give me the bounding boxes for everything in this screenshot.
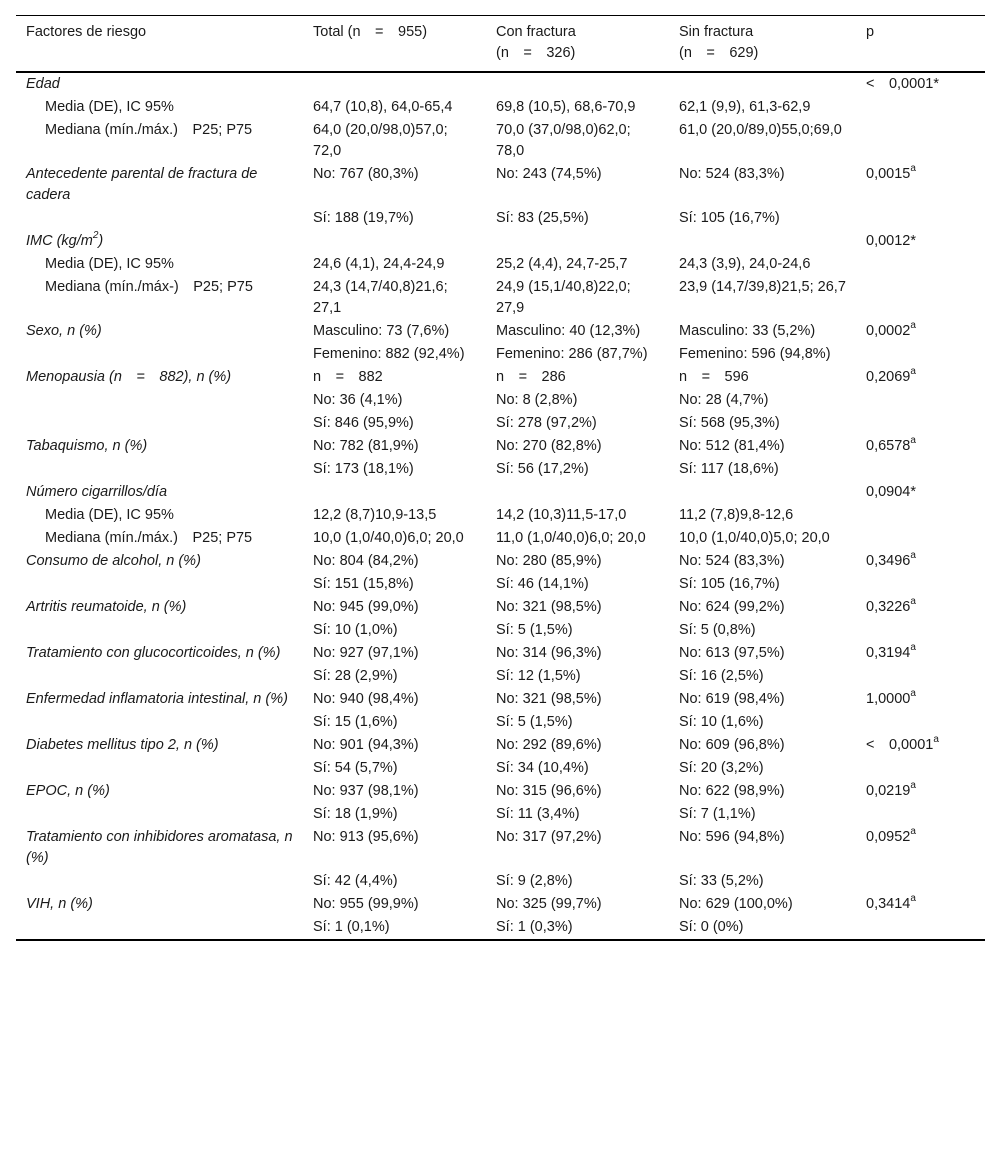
total-cell: No: 901 (94,3%) [313, 737, 419, 753]
risk-factors-table-container [16, 15, 985, 941]
con-cell: Sí: 5 (1,5%) [496, 714, 573, 730]
sin-cell: No: 619 (98,4%) [679, 691, 785, 707]
p-cell [856, 665, 985, 688]
p-cell [856, 527, 985, 550]
factor-cell: Sexo, n (%) [26, 323, 102, 339]
table-row [16, 803, 985, 826]
p-sup: a [910, 780, 916, 792]
con-cell [486, 230, 669, 253]
con-cell: Femenino: 286 (87,7%) [496, 346, 648, 362]
p-sup: a [910, 550, 916, 562]
sin-cell: No: 624 (99,2%) [679, 599, 785, 615]
table-row [16, 504, 985, 527]
con-cell: No: 315 (96,6%) [496, 783, 602, 799]
con-cell: Sí: 12 (1,5%) [496, 668, 581, 684]
con-cell: No: 314 (96,3%) [496, 645, 602, 661]
header-con-fractura [486, 16, 669, 73]
p-cell [856, 435, 985, 458]
total-cell: No: 804 (84,2%) [313, 553, 419, 569]
total-cell: 64,0 (20,0/98,0)57,0; 72,0 [313, 122, 448, 159]
table-row [16, 458, 985, 481]
con-cell: 24,9 (15,1/40,8)22,0; 27,9 [496, 279, 631, 316]
table-row [16, 780, 985, 803]
p-cell [856, 253, 985, 276]
p-cell [856, 276, 985, 320]
sin-cell [669, 72, 856, 96]
total-cell: Sí: 846 (95,9%) [313, 415, 414, 431]
p-cell [856, 893, 985, 916]
p-value: 1,0000 [866, 691, 911, 707]
total-cell: Sí: 28 (2,9%) [313, 668, 398, 684]
table-row [16, 320, 985, 343]
factor-cell: Menopausia (n = 882), n (%) [26, 369, 232, 385]
p-sup: a [910, 163, 916, 175]
total-cell: No: 782 (81,9%) [313, 438, 419, 454]
factor-cell: Tratamiento con inhibidores aromatasa, n (%) [26, 829, 293, 866]
factor-cell [16, 870, 303, 893]
p-cell [856, 389, 985, 412]
factor-cell [16, 276, 303, 320]
p-cell [856, 734, 985, 757]
table-row [16, 711, 985, 734]
p-cell [856, 826, 985, 870]
factor-cell [16, 619, 303, 642]
total-cell: Sí: 188 (19,7%) [313, 210, 414, 226]
con-cell: Sí: 34 (10,4%) [496, 760, 589, 776]
sin-cell: Sí: 33 (5,2%) [679, 873, 764, 889]
sin-cell: Sí: 568 (95,3%) [679, 415, 780, 431]
factor-cell [16, 916, 303, 940]
factor-cell [16, 711, 303, 734]
p-value: 0,0015 [866, 166, 911, 182]
p-sup: a [933, 734, 939, 746]
risk-factors-table [16, 15, 985, 941]
total-cell: 12,2 (8,7)10,9-13,5 [313, 507, 437, 523]
p-value: 0,0219 [866, 783, 911, 799]
factor-text: Mediana (mín./máx.) P25; P75 [45, 122, 253, 138]
p-cell [856, 230, 985, 253]
p-value: 0,0002 [866, 323, 911, 339]
table-row [16, 96, 985, 119]
factor-cell [16, 119, 303, 163]
factor-cell: Número cigarrillos/día [26, 484, 168, 500]
table-row [16, 207, 985, 230]
total-cell: No: 937 (98,1%) [313, 783, 419, 799]
factor-sup: 2 [92, 230, 99, 242]
sin-cell: 11,2 (7,8)9,8-12,6 [679, 507, 794, 523]
header-con-line1: Con fractura [496, 24, 576, 40]
table-row [16, 573, 985, 596]
p-sup: a [910, 826, 916, 838]
sin-cell: Sí: 16 (2,5%) [679, 668, 764, 684]
con-cell [486, 481, 669, 504]
table-row [16, 343, 985, 366]
p-cell [856, 803, 985, 826]
table-row [16, 163, 985, 207]
header-p: p [866, 24, 875, 40]
con-cell: 69,8 (10,5), 68,6-70,9 [496, 99, 636, 115]
factor-cell: Consumo de alcohol, n (%) [26, 553, 201, 569]
sin-cell: Sí: 10 (1,6%) [679, 714, 764, 730]
sin-cell: No: 512 (81,4%) [679, 438, 785, 454]
table-row [16, 642, 985, 665]
con-cell: 11,0 (1,0/40,0)6,0; 20,0 [496, 530, 646, 546]
con-cell: 70,0 (37,0/98,0)62,0; 78,0 [496, 122, 631, 159]
factor-cell: Media (DE), IC 95% [45, 507, 174, 523]
p-cell [856, 780, 985, 803]
sin-cell: Sí: 7 (1,1%) [679, 806, 756, 822]
factor-cell [16, 573, 303, 596]
con-cell: No: 292 (89,6%) [496, 737, 602, 753]
con-cell: Masculino: 40 (12,3%) [496, 323, 641, 339]
table-row [16, 366, 985, 389]
total-cell [303, 230, 486, 253]
p-cell [856, 688, 985, 711]
con-cell: No: 321 (98,5%) [496, 691, 602, 707]
total-cell: 24,3 (14,7/40,8)21,6; 27,1 [313, 279, 448, 316]
total-cell: Femenino: 882 (92,4%) [313, 346, 465, 362]
total-cell: Sí: 15 (1,6%) [313, 714, 398, 730]
sin-cell: Sí: 105 (16,7%) [679, 576, 780, 592]
p-value: 0,2069 [866, 369, 911, 385]
sin-cell: No: 28 (4,7%) [679, 392, 769, 408]
con-cell: No: 243 (74,5%) [496, 166, 602, 182]
total-cell: No: 955 (99,9%) [313, 896, 419, 912]
sin-cell: 10,0 (1,0/40,0)5,0; 20,0 [679, 530, 830, 546]
factor-cell: Media (DE), IC 95% [45, 99, 174, 115]
table-row [16, 893, 985, 916]
p-cell [856, 320, 985, 343]
table-row [16, 688, 985, 711]
table-row [16, 412, 985, 435]
factor-cell: Enfermedad inflamatoria intestinal, n (%) [26, 691, 288, 707]
con-cell: Sí: 5 (1,5%) [496, 622, 573, 638]
sin-cell [669, 481, 856, 504]
con-cell [486, 72, 669, 96]
header-total: Total (n = 955) [313, 24, 428, 40]
p-cell [856, 642, 985, 665]
factor-cell [16, 527, 303, 550]
table-row [16, 550, 985, 573]
con-cell: Sí: 83 (25,5%) [496, 210, 589, 226]
sin-cell: No: 609 (96,8%) [679, 737, 785, 753]
p-value: 0,3496 [866, 553, 911, 569]
p-sup: a [910, 893, 916, 905]
p-cell [856, 870, 985, 893]
sin-cell: Sí: 20 (3,2%) [679, 760, 764, 776]
table-row [16, 435, 985, 458]
total-cell: Sí: 42 (4,4%) [313, 873, 398, 889]
factor-cell [16, 389, 303, 412]
sin-cell: Sí: 0 (0%) [679, 919, 744, 935]
sin-cell: 23,9 (14,7/39,8)21,5; 26,7 [679, 279, 846, 295]
p-cell [856, 916, 985, 940]
total-cell: No: 940 (98,4%) [313, 691, 419, 707]
table-row [16, 916, 985, 940]
con-cell: Sí: 9 (2,8%) [496, 873, 573, 889]
sin-cell: 61,0 (20,0/89,0)55,0;69,0 [679, 122, 842, 138]
total-cell: No: 913 (95,6%) [313, 829, 419, 845]
factor-cell: VIH, n (%) [26, 896, 93, 912]
total-cell: Sí: 18 (1,9%) [313, 806, 398, 822]
total-cell [303, 72, 486, 96]
table-row [16, 527, 985, 550]
con-cell: 25,2 (4,4), 24,7-25,7 [496, 256, 628, 272]
p-sup: a [910, 366, 916, 378]
total-cell: Sí: 173 (18,1%) [313, 461, 414, 477]
total-cell: Masculino: 73 (7,6%) [313, 323, 450, 339]
p-value: < 0,0001* [866, 76, 939, 92]
p-value: 0,3414 [866, 896, 911, 912]
con-cell: No: 280 (85,9%) [496, 553, 602, 569]
factor-cell: Artritis reumatoide, n (%) [26, 599, 187, 615]
factor-cell [16, 230, 303, 253]
con-cell: Sí: 56 (17,2%) [496, 461, 589, 477]
factor-cell [16, 803, 303, 826]
sin-cell: No: 622 (98,9%) [679, 783, 785, 799]
p-value: 0,0904* [866, 484, 916, 500]
header-factor: Factores de riesgo [26, 24, 147, 40]
table-row [16, 826, 985, 870]
p-cell [856, 550, 985, 573]
sin-cell: Masculino: 33 (5,2%) [679, 323, 816, 339]
p-value: 0,0012* [866, 233, 916, 249]
table-row [16, 72, 985, 96]
p-value: < 0,0001 [866, 737, 934, 753]
sin-cell: Femenino: 596 (94,8%) [679, 346, 831, 362]
table-row [16, 481, 985, 504]
p-cell [856, 596, 985, 619]
p-cell [856, 412, 985, 435]
p-sup: a [910, 688, 916, 700]
header-con-line2: (n = 326) [496, 45, 576, 61]
factor-cell: EPOC, n (%) [26, 783, 110, 799]
con-cell: Sí: 46 (14,1%) [496, 576, 589, 592]
total-cell: Sí: 54 (5,7%) [313, 760, 398, 776]
factor-cell: Antecedente parental de fractura de cadera [26, 166, 258, 203]
total-cell [303, 481, 486, 504]
total-cell: No: 945 (99,0%) [313, 599, 419, 615]
table-row [16, 757, 985, 780]
p-cell [856, 163, 985, 207]
p-cell [856, 119, 985, 163]
sin-cell: Sí: 5 (0,8%) [679, 622, 756, 638]
table-row [16, 389, 985, 412]
table-row [16, 596, 985, 619]
factor-cell [16, 207, 303, 230]
con-cell: No: 325 (99,7%) [496, 896, 602, 912]
sin-cell: No: 524 (83,3%) [679, 166, 785, 182]
sin-cell: Sí: 117 (18,6%) [679, 461, 779, 477]
p-value: 0,6578 [866, 438, 911, 454]
p-cell [856, 619, 985, 642]
con-cell: Sí: 1 (0,3%) [496, 919, 573, 935]
sin-cell: No: 613 (97,5%) [679, 645, 785, 661]
con-cell: No: 8 (2,8%) [496, 392, 578, 408]
table-row [16, 619, 985, 642]
total-cell: 10,0 (1,0/40,0)6,0; 20,0 [313, 530, 464, 546]
sin-cell: No: 524 (83,3%) [679, 553, 785, 569]
sin-cell: Sí: 105 (16,7%) [679, 210, 780, 226]
sin-cell: No: 596 (94,8%) [679, 829, 785, 845]
factor-cell: Media (DE), IC 95% [45, 256, 174, 272]
table-row [16, 665, 985, 688]
factor-cell: Edad [26, 76, 60, 92]
table-row [16, 276, 985, 320]
p-cell [856, 573, 985, 596]
total-cell: 24,6 (4,1), 24,4-24,9 [313, 256, 445, 272]
table-header-row [16, 16, 985, 73]
p-sup: a [910, 596, 916, 608]
total-cell: No: 927 (97,1%) [313, 645, 419, 661]
p-value: 0,0952 [866, 829, 911, 845]
sin-cell: No: 629 (100,0%) [679, 896, 793, 912]
header-sin-line2: (n = 629) [679, 45, 759, 61]
p-cell [856, 481, 985, 504]
sin-cell: 62,1 (9,9), 61,3-62,9 [679, 99, 811, 115]
con-cell: No: 270 (82,8%) [496, 438, 602, 454]
total-cell: Sí: 1 (0,1%) [313, 919, 390, 935]
p-value: 0,3194 [866, 645, 911, 661]
p-cell [856, 72, 985, 96]
p-cell [856, 96, 985, 119]
factor-text: Mediana (mín./máx.) P25; P75 [45, 530, 253, 546]
table-row [16, 734, 985, 757]
p-cell [856, 711, 985, 734]
p-sup: a [910, 435, 916, 447]
sin-cell: n = 596 [679, 369, 749, 385]
factor-cell: Tabaquismo, n (%) [26, 438, 148, 454]
factor-cell: Diabetes mellitus tipo 2, n (%) [26, 737, 219, 753]
factor-cell [16, 665, 303, 688]
factor-cell [16, 412, 303, 435]
factor-cell [16, 343, 303, 366]
total-cell: n = 882 [313, 369, 383, 385]
factor-cell [16, 757, 303, 780]
sin-cell: 24,3 (3,9), 24,0-24,6 [679, 256, 811, 272]
table-row [16, 253, 985, 276]
p-cell [856, 757, 985, 780]
p-cell [856, 458, 985, 481]
total-cell: No: 36 (4,1%) [313, 392, 403, 408]
header-sin-fractura [669, 16, 856, 73]
p-cell [856, 366, 985, 389]
con-cell: n = 286 [496, 369, 566, 385]
factor-text: Mediana (mín./máx-) P25; P75 [45, 279, 253, 295]
factor-text: IMC (kg/m [26, 233, 93, 249]
total-cell: No: 767 (80,3%) [313, 166, 419, 182]
header-sin-line1: Sin fractura [679, 24, 754, 40]
con-cell: Sí: 11 (3,4%) [496, 806, 580, 822]
total-cell: 64,7 (10,8), 64,0-65,4 [313, 99, 453, 115]
total-cell: Sí: 151 (15,8%) [313, 576, 414, 592]
con-cell: 14,2 (10,3)11,5-17,0 [496, 507, 627, 523]
factor-cell [16, 458, 303, 481]
table-row [16, 119, 985, 163]
p-sup: a [910, 320, 916, 332]
p-cell [856, 343, 985, 366]
factor-text-end: ) [98, 233, 104, 249]
table-row [16, 230, 985, 253]
sin-cell [669, 230, 856, 253]
factor-cell: Tratamiento con glucocorticoides, n (%) [26, 645, 281, 661]
con-cell: No: 321 (98,5%) [496, 599, 602, 615]
con-cell: No: 317 (97,2%) [496, 829, 602, 845]
total-cell: Sí: 10 (1,0%) [313, 622, 398, 638]
p-value: 0,3226 [866, 599, 911, 615]
p-cell [856, 207, 985, 230]
p-sup: a [910, 642, 916, 654]
p-cell [856, 504, 985, 527]
table-row [16, 870, 985, 893]
con-cell: Sí: 278 (97,2%) [496, 415, 597, 431]
